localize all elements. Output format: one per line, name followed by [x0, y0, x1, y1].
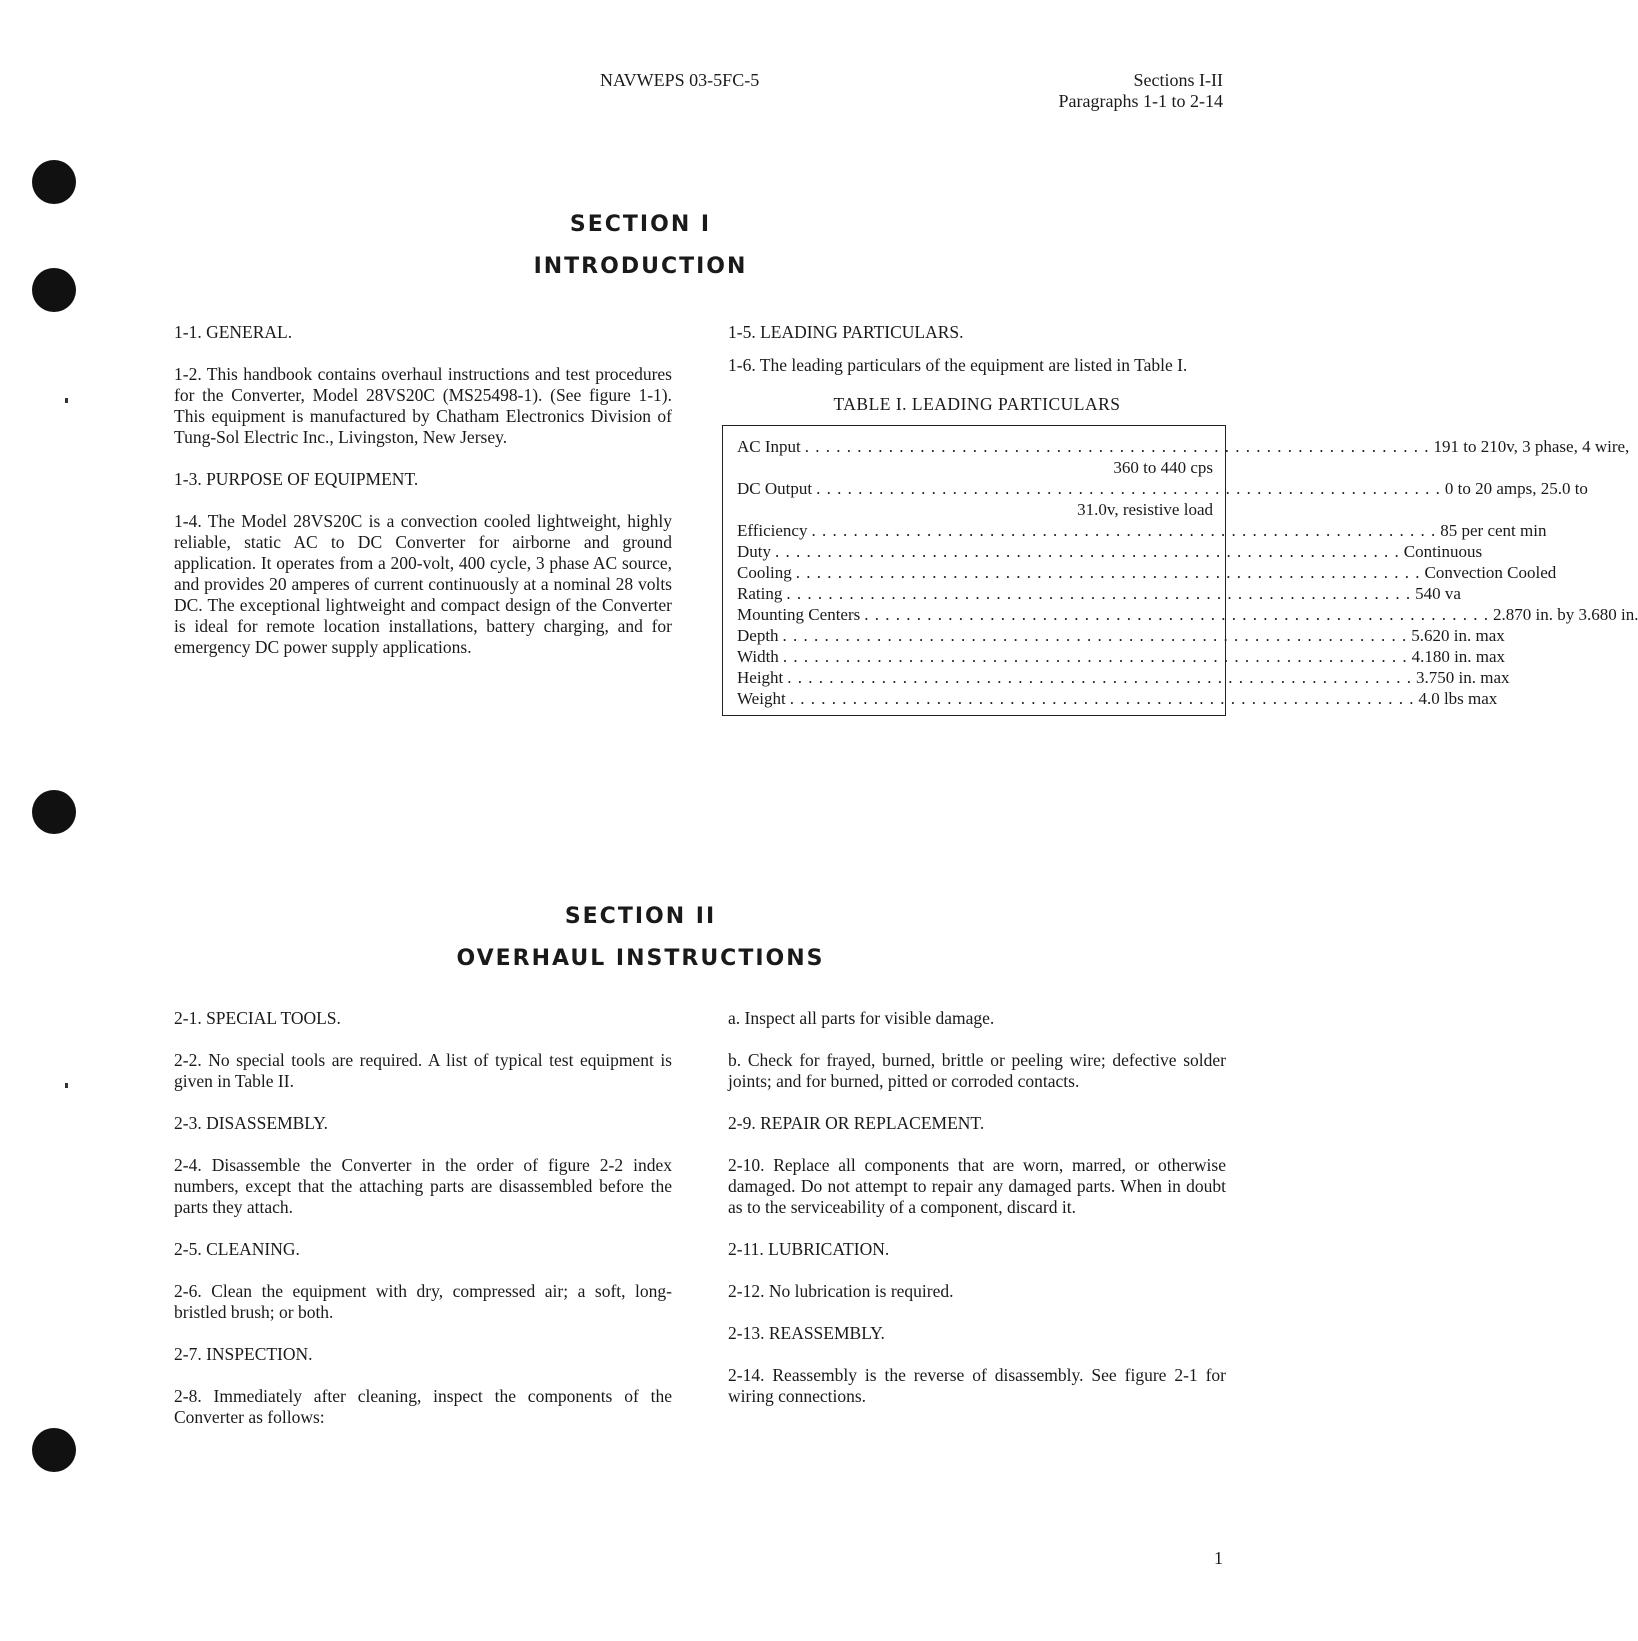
- row-value: 3.750 in. max: [1416, 668, 1510, 687]
- row-label: Duty: [737, 542, 771, 561]
- row-label: Efficiency: [737, 521, 808, 540]
- binder-hole-3: [32, 790, 76, 834]
- table-row: [737, 688, 1498, 709]
- paragraph: 2-1. SPECIAL TOOLS.: [174, 1008, 341, 1028]
- dot-leader: . . . . . . . . . . . . . . . . . . . . . . . . . . . . . . . . . . . . . . . . . . . . . . . . . . . . . . . . . . . .: [786, 584, 1412, 603]
- dot-leader: . . . . . . . . . . . . . . . . . . . . . . . . . . . . . . . . . . . . . . . . . . . . . . . . . . . . . . . . . . . .: [811, 521, 1437, 540]
- row-label: Rating: [737, 584, 783, 603]
- paragraph: 2-8. Immediately after cleaning, inspect the components of the Converter as follows:: [174, 1386, 672, 1427]
- paragraph: 1-6. The leading particulars of the equipment are listed in Table I.: [728, 355, 1188, 375]
- row-label: Cooling: [737, 563, 792, 582]
- section1-right-column: [728, 322, 1638, 716]
- margin-mark: [65, 398, 68, 403]
- section2-number: SECTION II: [564, 904, 717, 929]
- row-label: Mounting Centers: [737, 605, 861, 624]
- paragraph: a. Inspect all parts for visible damage.: [728, 1008, 995, 1028]
- paragraph: 1-2. This handbook contains overhaul instructions and test procedures for the Converter, Model 28VS20C (MS25498-1). (See figure 1-1). This equipment is manufactured by Chatham Electronics Division of Tung-Sol Electric Inc., Livingston, New Jersey.: [174, 364, 672, 447]
- leading-particulars-table: [722, 425, 1638, 716]
- row-value: 4.0 lbs max: [1418, 689, 1498, 708]
- page-number: 1: [1214, 1548, 1223, 1568]
- binder-hole-1: [32, 160, 76, 204]
- paragraph: 2-7. INSPECTION.: [174, 1344, 313, 1364]
- paragraph: 1-1. GENERAL.: [174, 322, 293, 342]
- paragraph: 2-4. Disassemble the Converter in the order of figure 2-2 index numbers, except that the attaching parts are disassembled before the parts they attach.: [174, 1155, 672, 1217]
- section-reference: [1059, 70, 1223, 112]
- row-value: 0 to 20 amps, 25.0 to: [1444, 479, 1588, 498]
- paragraph: b. Check for frayed, burned, brittle or peeling wire; defective solder joints; and for burned, pitted or corroded contacts.: [728, 1050, 1226, 1091]
- table-row: [737, 667, 1510, 688]
- paragraph: 2-5. CLEANING.: [174, 1239, 300, 1259]
- section1-number: SECTION I: [569, 212, 712, 237]
- table-row: [737, 436, 1630, 457]
- binder-hole-4: [32, 1428, 76, 1472]
- dot-leader: . . . . . . . . . . . . . . . . . . . . . . . . . . . . . . . . . . . . . . . . . . . . . . . . . . . . . . . . . . . .: [787, 668, 1413, 687]
- row-value: 540 va: [1415, 584, 1461, 603]
- row-label: Depth: [737, 626, 779, 645]
- doc-number: NAVWEPS 03-5FC-5: [600, 70, 760, 90]
- row-value: 191 to 210v, 3 phase, 4 wire,: [1433, 437, 1630, 456]
- row-value: 5.620 in. max: [1411, 626, 1505, 645]
- paragraph: 2-11. LUBRICATION.: [728, 1239, 890, 1259]
- paragraph: 2-2. No special tools are required. A list of typical test equipment is given in Table II.: [174, 1050, 672, 1091]
- section1-title: INTRODUCTION: [533, 254, 748, 279]
- paragraph: 2-3. DISASSEMBLY.: [174, 1113, 328, 1133]
- section2-right-column: [728, 1008, 1226, 1407]
- row-value: 4.180 in. max: [1411, 647, 1506, 666]
- table-row: [737, 583, 1461, 604]
- row-value: 2.870 in. by 3.680 in.: [1493, 605, 1638, 624]
- section2-title: OVERHAUL INSTRUCTIONS: [456, 946, 825, 971]
- sections-label: Sections I-II: [1133, 70, 1223, 90]
- paragraph: 1-5. LEADING PARTICULARS.: [728, 322, 964, 342]
- row-value: Convection Cooled: [1424, 563, 1557, 582]
- paragraph: 2-10. Replace all components that are worn, marred, or otherwise damaged. Do not attempt to repair any damaged parts. When in doubt as to the serviceability of a component, discard it.: [728, 1155, 1226, 1217]
- dot-leader: . . . . . . . . . . . . . . . . . . . . . . . . . . . . . . . . . . . . . . . . . . . . . . . . . . . . . . . . . . . .: [804, 437, 1430, 456]
- row-value-continued: 360 to 440 cps: [1113, 458, 1213, 477]
- table-row: [737, 478, 1588, 499]
- paragraphs-label: Paragraphs 1-1 to 2-14: [1058, 91, 1223, 111]
- dot-leader: . . . . . . . . . . . . . . . . . . . . . . . . . . . . . . . . . . . . . . . . . . . . . . . . . . . . . . . . . . . .: [795, 563, 1421, 582]
- paragraph: 1-4. The Model 28VS20C is a convection cooled lightweight, highly reliable, static AC to DC Converter for airborne and ground application. It operates from a 200-volt, 400 cycle, 3 phase AC source, and provides 20 amperes of current continuously at a nominal 28 volts DC. The exceptional lightweight and compact design of the Converter is ideal for remote location installations, battery charging, and for emergency DC power supply applications.: [174, 511, 672, 657]
- margin-mark: [65, 1083, 68, 1088]
- dot-leader: . . . . . . . . . . . . . . . . . . . . . . . . . . . . . . . . . . . . . . . . . . . . . . . . . . . . . . . . . . . .: [782, 647, 1408, 666]
- dot-leader: . . . . . . . . . . . . . . . . . . . . . . . . . . . . . . . . . . . . . . . . . . . . . . . . . . . . . . . . . . . .: [789, 689, 1415, 708]
- row-label: Width: [737, 647, 779, 666]
- row-value: 85 per cent min: [1440, 521, 1547, 540]
- table-row: [737, 604, 1638, 625]
- paragraph: 2-12. No lubrication is required.: [728, 1281, 954, 1301]
- paragraph: 2-6. Clean the equipment with dry, compressed air; a soft, long-bristled brush; or both.: [174, 1281, 672, 1322]
- row-label: AC Input: [737, 437, 801, 456]
- table-caption: TABLE I. LEADING PARTICULARS: [833, 394, 1121, 414]
- section2-left-column: [174, 1008, 672, 1428]
- row-label: Weight: [737, 689, 786, 708]
- dot-leader: . . . . . . . . . . . . . . . . . . . . . . . . . . . . . . . . . . . . . . . . . . . . . . . . . . . . . . . . . . . .: [775, 542, 1400, 561]
- section1-left-column: [174, 322, 672, 658]
- row-value: Continuous: [1403, 542, 1483, 561]
- paragraph: 2-13. REASSEMBLY.: [728, 1323, 885, 1343]
- row-value-continued: 31.0v, resistive load: [1077, 500, 1213, 519]
- table-row: [737, 625, 1505, 646]
- dot-leader: . . . . . . . . . . . . . . . . . . . . . . . . . . . . . . . . . . . . . . . . . . . . . . . . . . . . . . . . . . . .: [864, 605, 1489, 624]
- table-row: [737, 646, 1506, 667]
- paragraph: 2-9. REPAIR OR REPLACEMENT.: [728, 1113, 985, 1133]
- dot-leader: . . . . . . . . . . . . . . . . . . . . . . . . . . . . . . . . . . . . . . . . . . . . . . . . . . . . . . . . . . . .: [816, 479, 1441, 498]
- table-row: [737, 562, 1557, 583]
- dot-leader: . . . . . . . . . . . . . . . . . . . . . . . . . . . . . . . . . . . . . . . . . . . . . . . . . . . . . . . . . . . .: [782, 626, 1408, 645]
- paragraph: 1-3. PURPOSE OF EQUIPMENT.: [174, 469, 419, 489]
- table-row: [737, 541, 1483, 562]
- row-label: Height: [737, 668, 784, 687]
- row-label: DC Output: [737, 479, 813, 498]
- paragraph: 2-14. Reassembly is the reverse of disassembly. See figure 2-1 for wiring connections.: [728, 1365, 1226, 1406]
- table-row: [737, 520, 1547, 541]
